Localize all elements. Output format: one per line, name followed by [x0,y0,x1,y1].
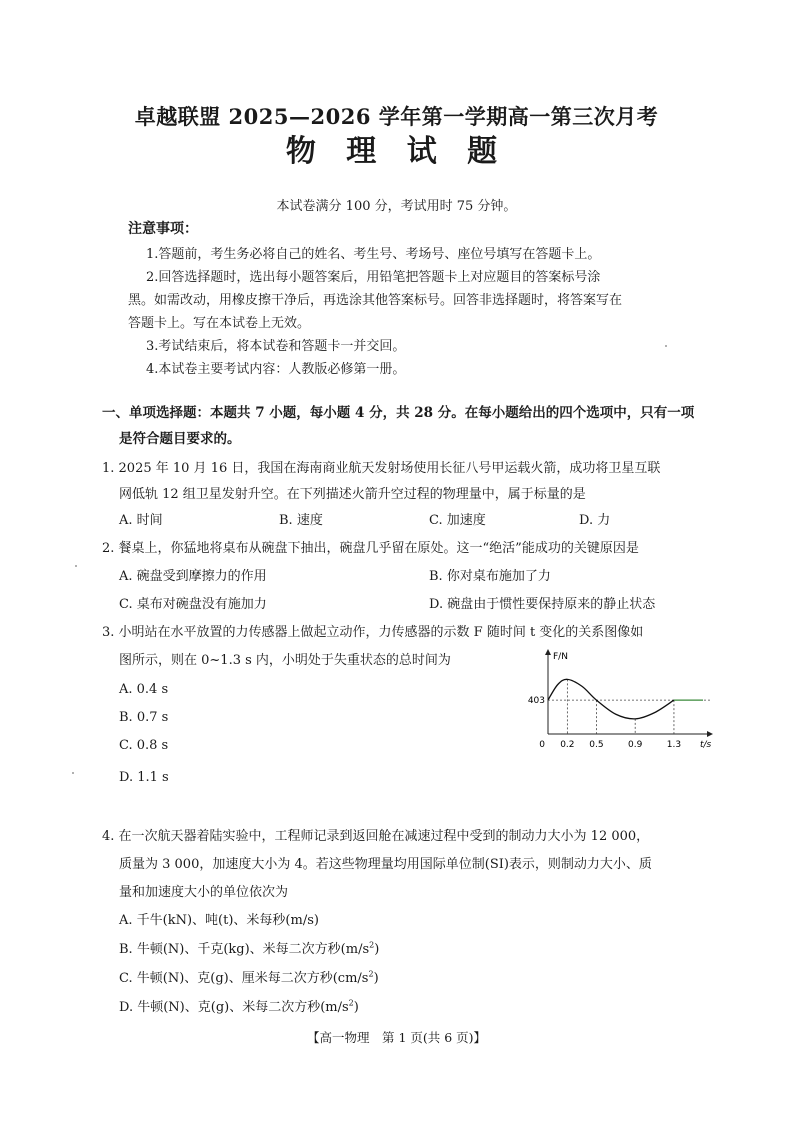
q4-option-a: A. 千牛(kN)、吨(t)、米每秒(m/s) [119,913,319,928]
x-tick-label: 0.2 [560,740,575,750]
scan-speck [72,772,74,774]
x-axis-label: t/s [700,740,712,750]
q2-option-c: C. 桌布对碗盘没有施加力 [119,597,267,612]
q3-stem: 3. 小明站在水平放置的力传感器上做起立动作，力传感器的示数 F 随时间 t 变化的关系图像如 [102,625,644,640]
scan-speck [75,565,77,567]
x-tick-label: 0.5 [589,740,604,750]
q3-option-a: A. 0.4 s [119,682,169,697]
note-line: 1.答题前，考生务必将自己的姓名、考生号、考场号、座位号填写在答题卡上。 [146,247,601,262]
notes-title: 注意事项： [128,221,198,237]
q2-option-a: A. 碗盘受到摩擦力的作用 [119,569,267,584]
scan-speck [665,345,667,347]
section-heading: 一、单项选择题：本题共 7 小题，每小题 4 分，共 28 分。在每小题给出的四个选项中，只有一项 [102,405,695,421]
q1-option-c: C. 加速度 [429,513,486,528]
q2-option-b: B. 你对桌布施加了力 [429,569,551,584]
page-footer: 【高一物理 第 1 页(共 6 页)】 [306,1030,487,1045]
origin-label: 0 [539,740,545,750]
x-tick-label: 1.3 [666,740,682,750]
q4-stem-cont2: 量和加速度大小的单位依次为 [119,885,289,900]
reference-force-label: 403 [528,696,545,707]
q1-option-b: B. 速度 [279,513,323,528]
note-line: 2.回答选择题时，选出每小题答案后，用铅笔把答题卡上对应题目的答案标号涂 [146,270,601,285]
q3-option-c: C. 0.8 s [119,738,169,753]
force-time-chart [528,647,718,759]
exam-info: 本试卷满分 100 分，考试用时 75 分钟。 [276,199,517,214]
q4-option-d: D. 牛顿(N)、克(g)、米每二次方秒$(m/s^2)$ [119,998,359,1015]
q4-stem-cont: 质量为 3 000，加速度大小为 4。若这些物理量均用国际单位制(SI)表示，则制动力大小、质 [119,857,652,872]
q4-stem: 4. 在一次航天器着陆实验中，工程师记录到返回舱在减速过程中受到的制动力大小为 12 000， [102,829,650,844]
q1-stem-cont: 网低轨 12 组卫星发射升空。在下列描述火箭升空过程的物理量中，属于标量的是 [119,487,586,502]
subject-title: 物 理 试 题 [285,134,508,169]
y-axis-label: F/N [553,652,568,662]
q3-option-d: D. 1.1 s [119,770,169,785]
note-line: 答题卡上。写在本试卷上无效。 [128,316,311,331]
section-heading-cont: 是符合题目要求的。 [119,431,241,447]
q1-option-a: A. 时间 [119,513,163,528]
q2-option-d: D. 碗盘由于惯性要保持原来的静止状态 [429,597,656,612]
q2-stem: 2. 餐桌上，你猛地将桌布从碗盘下抽出，碗盘几乎留在原处。这一“绝活”能成功的关键原因是 [102,541,639,556]
note-line: 3.考试结束后，将本试卷和答题卡一并交回。 [146,339,406,354]
q4-option-b: B. 牛顿(N)、千克(kg)、米每二次方秒$(m/s^2)$ [119,940,380,957]
q3-option-b: B. 0.7 s [119,710,169,725]
force-curve [548,679,674,719]
q4-option-c: C. 牛顿(N)、克(g)、厘米每二次方秒$(cm/s^2)$ [119,969,379,986]
q1-stem: 1. 2025 年 10 月 16 日，我国在海南商业航天发射场使用长征八号甲运载火箭，成功将卫星互联 [102,461,661,476]
exam-title: 卓越联盟 2025—2026 学年第一学期高一第三次月考 [134,104,659,129]
x-tick-label: 0.9 [628,740,643,750]
q3-stem-cont: 图所示，则在 0~1.3 s 内，小明处于失重状态的总时间为 [119,653,451,668]
note-line: 黑。如需改动，用橡皮擦干净后，再选涂其他答案标号。回答非选择题时，将答案写在 [128,293,623,308]
q1-option-d: D. 力 [579,513,611,528]
note-line: 4.本试卷主要考试内容：人教版必修第一册。 [146,362,406,377]
